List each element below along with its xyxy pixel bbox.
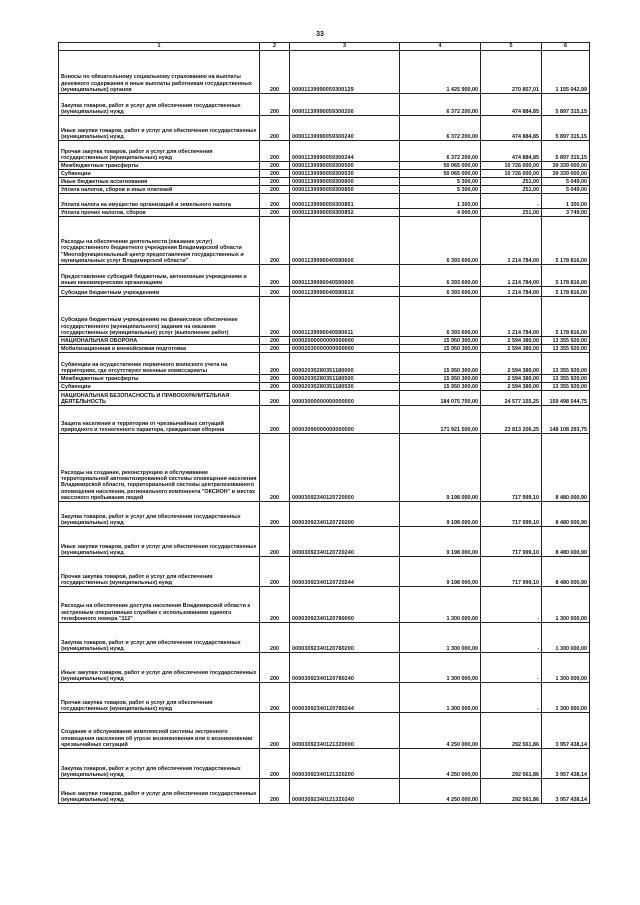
unexecuted-amount: 8 480 000,90 [542, 527, 590, 557]
row-description: Расходы на создание, реконструкцию и обслуживание территориальной автоматизированной системы оповещения населения Владимирской области, территориальной системы централизованного оповещения населения, регионального компонента "ОКСИОН" в местах массового пребывания людей [59, 434, 260, 502]
executed-amount: 2 594 380,00 [481, 353, 542, 375]
table-row [59, 434, 590, 502]
row-code: 200 [260, 94, 290, 116]
budget-classification-code: 00002030280351180500 [290, 375, 400, 383]
approved-amount: 9 198 000,00 [400, 557, 481, 587]
table-row [59, 383, 590, 391]
budget-classification-code: 00001139990059300850 [290, 186, 400, 194]
row-description: Взносы по обязательному социальному страхованию на выплаты денежного содержания и иные выплаты работникам государственных (муниципальных) органов [59, 51, 260, 94]
row-code: 200 [260, 653, 290, 683]
row-code: 200 [260, 170, 290, 178]
approved-amount: 1 425 900,00 [400, 51, 481, 94]
executed-amount: 270 857,01 [481, 51, 542, 94]
row-code: 200 [260, 51, 290, 94]
unexecuted-amount: 1 300 000,00 [542, 587, 590, 623]
approved-amount: 15 950 300,00 [400, 383, 481, 391]
row-description: Закупка товаров, работ и услуг для обеспечения государственных (муниципальных) нужд [59, 502, 260, 527]
approved-amount: 6 393 600,00 [400, 217, 481, 265]
row-description: Межбюджетные трансферты [59, 162, 260, 170]
executed-amount: 251,00 [481, 209, 542, 217]
approved-amount: 9 198 000,00 [400, 502, 481, 527]
row-code: 200 [260, 391, 290, 406]
executed-amount: 10 726 000,00 [481, 170, 542, 178]
budget-classification-code: 00003092340120720244 [290, 557, 400, 587]
executed-amount: 474 884,85 [481, 141, 542, 162]
unexecuted-amount: 5 897 315,15 [542, 94, 590, 116]
row-description: Уплата налога на имущество организаций и земельного налога [59, 194, 260, 209]
approved-amount: 6 372 200,00 [400, 141, 481, 162]
executed-amount: 23 813 206,25 [481, 406, 542, 434]
row-code: 200 [260, 713, 290, 749]
executed-amount: - [481, 194, 542, 209]
column-header: 1 [59, 43, 260, 51]
budget-classification-code: 00003092340120780200 [290, 623, 400, 653]
unexecuted-amount: 148 108 293,75 [542, 406, 590, 434]
approved-amount: 15 950 300,00 [400, 337, 481, 345]
row-description: Прочая закупка товаров, работ и услуг для обеспечения государственных (муниципальных) нужд [59, 141, 260, 162]
row-code: 200 [260, 587, 290, 623]
table-row [59, 749, 590, 779]
row-code: 200 [260, 178, 290, 186]
budget-classification-code: 00003092340120780244 [290, 683, 400, 713]
table-row [59, 345, 590, 353]
executed-amount: 251,00 [481, 178, 542, 186]
unexecuted-amount: 5 178 816,00 [542, 217, 590, 265]
row-code: 200 [260, 287, 290, 297]
approved-amount: 6 393 600,00 [400, 297, 481, 337]
budget-classification-code: 00001139990040590610 [290, 287, 400, 297]
executed-amount: 292 561,86 [481, 749, 542, 779]
table-row [59, 375, 590, 383]
row-description: Иные закупки товаров, работ и услуг для обеспечения государственных (муниципальных) нужд [59, 653, 260, 683]
approved-amount: 6 393 600,00 [400, 265, 481, 287]
executed-amount: 2 594 380,00 [481, 345, 542, 353]
row-description: Прочая закупка товаров, работ и услуг для обеспечения государственных (муниципальных) нужд [59, 557, 260, 587]
unexecuted-amount: 5 897 315,15 [542, 116, 590, 141]
unexecuted-amount: 13 355 920,00 [542, 345, 590, 353]
row-description: Иные закупки товаров, работ и услуг для обеспечения государственных (муниципальных) нужд [59, 116, 260, 141]
budget-execution-table [58, 42, 590, 804]
row-description: Уплата прочих налогов, сборов [59, 209, 260, 217]
executed-amount: 292 561,86 [481, 713, 542, 749]
table-row [59, 94, 590, 116]
unexecuted-amount: 13 355 920,00 [542, 383, 590, 391]
unexecuted-amount: 39 339 000,00 [542, 162, 590, 170]
unexecuted-amount: 5 049,00 [542, 186, 590, 194]
unexecuted-amount: 5 049,00 [542, 178, 590, 186]
approved-amount: 6 372 200,00 [400, 116, 481, 141]
table-row [59, 713, 590, 749]
unexecuted-amount: 3 957 438,14 [542, 749, 590, 779]
table-row [59, 209, 590, 217]
row-description: НАЦИОНАЛЬНАЯ БЕЗОПАСНОСТЬ И ПРАВООХРАНИТЕЛЬНАЯ ДЕЯТЕЛЬНОСТЬ [59, 391, 260, 406]
row-code: 200 [260, 502, 290, 527]
budget-classification-code: 00003092340120720200 [290, 502, 400, 527]
table-row [59, 186, 590, 194]
approved-amount: 6 393 600,00 [400, 287, 481, 297]
table-row [59, 527, 590, 557]
approved-amount: 6 372 200,00 [400, 94, 481, 116]
executed-amount: 2 594 380,00 [481, 383, 542, 391]
row-code: 200 [260, 683, 290, 713]
approved-amount: 15 950 300,00 [400, 375, 481, 383]
row-code: 200 [260, 116, 290, 141]
unexecuted-amount: 3 957 438,14 [542, 713, 590, 749]
budget-classification-code: 00003000000000000000 [290, 391, 400, 406]
approved-amount: 1 300 000,00 [400, 653, 481, 683]
approved-amount: 9 198 000,00 [400, 527, 481, 557]
approved-amount: 5 300,00 [400, 178, 481, 186]
executed-amount: - [481, 653, 542, 683]
table-row [59, 653, 590, 683]
approved-amount: 4 000,00 [400, 209, 481, 217]
row-code: 200 [260, 749, 290, 779]
approved-amount: 4 250 000,00 [400, 713, 481, 749]
table-row [59, 265, 590, 287]
unexecuted-amount: 13 355 920,00 [542, 337, 590, 345]
budget-classification-code: 00001139990040590611 [290, 297, 400, 337]
budget-classification-code: 00001139990059300129 [290, 51, 400, 94]
row-description: Иные бюджетные ассигнования [59, 178, 260, 186]
row-description: Расходы на обеспечение деятельности (оказание услуг) государственного бюджетного учреждения Владимирской области "Многофункциональный центр предоставления государственных и муниципальных услуг Владимирской области" [59, 217, 260, 265]
budget-classification-code: 00003092340121320200 [290, 749, 400, 779]
table-row [59, 623, 590, 653]
budget-classification-code: 00001139990059300200 [290, 94, 400, 116]
column-header: 5 [481, 43, 542, 51]
executed-amount: 1 214 784,00 [481, 287, 542, 297]
executed-amount: 474 884,85 [481, 116, 542, 141]
table-row [59, 217, 590, 265]
column-header: 2 [260, 43, 290, 51]
budget-classification-code: 00003092340121320240 [290, 779, 400, 804]
approved-amount: 1 300 000,00 [400, 587, 481, 623]
unexecuted-amount: 5 178 816,00 [542, 287, 590, 297]
row-code: 200 [260, 297, 290, 337]
budget-classification-code: 00003090000000000000 [290, 406, 400, 434]
row-description: Создание и обслуживание комплексной системы экстренного оповещения населения об угрозе возникновения или о возникновении чрезвычайных ситуаций [59, 713, 260, 749]
budget-classification-code: 00001139990059300244 [290, 141, 400, 162]
budget-classification-code: 00003092340120780000 [290, 587, 400, 623]
executed-amount: 292 561,86 [481, 779, 542, 804]
row-description: Межбюджетные трансферты [59, 375, 260, 383]
row-code: 200 [260, 217, 290, 265]
executed-amount: 717 999,10 [481, 557, 542, 587]
row-code: 200 [260, 557, 290, 587]
approved-amount: 4 250 000,00 [400, 749, 481, 779]
table-body [59, 51, 590, 804]
row-code: 200 [260, 383, 290, 391]
budget-classification-code: 00003092340120780240 [290, 653, 400, 683]
row-description: Иные закупки товаров, работ и услуг для обеспечения государственных (муниципальных) нужд [59, 527, 260, 557]
row-code: 200 [260, 194, 290, 209]
column-number-row [59, 43, 590, 51]
row-code: 200 [260, 375, 290, 383]
unexecuted-amount: 5 178 816,00 [542, 265, 590, 287]
executed-amount: 1 214 784,00 [481, 297, 542, 337]
unexecuted-amount: 39 339 000,00 [542, 170, 590, 178]
unexecuted-amount: 3 957 438,14 [542, 779, 590, 804]
executed-amount: 2 594 380,00 [481, 337, 542, 345]
budget-classification-code: 00001139990059300240 [290, 116, 400, 141]
table-row [59, 391, 590, 406]
table-row [59, 162, 590, 170]
unexecuted-amount: 8 480 000,90 [542, 557, 590, 587]
budget-classification-code: 00001139990059300530 [290, 170, 400, 178]
budget-classification-code: 00002030000000000000 [290, 345, 400, 353]
approved-amount: 50 065 000,00 [400, 170, 481, 178]
row-code: 200 [260, 186, 290, 194]
row-code: 200 [260, 337, 290, 345]
unexecuted-amount: 5 897 315,15 [542, 141, 590, 162]
row-code: 200 [260, 434, 290, 502]
unexecuted-amount: 5 178 816,00 [542, 297, 590, 337]
approved-amount: 171 921 500,00 [400, 406, 481, 434]
page-number: 33 [316, 31, 324, 38]
row-description: Субвенции [59, 170, 260, 178]
table-row [59, 353, 590, 375]
unexecuted-amount: 1 300 000,00 [542, 623, 590, 653]
row-description: Прочая закупка товаров, работ и услуг для обеспечения государственных (муниципальных) нужд [59, 683, 260, 713]
row-description: Субсидии бюджетным учреждениям [59, 287, 260, 297]
executed-amount: 717 999,10 [481, 502, 542, 527]
executed-amount: 2 594 380,00 [481, 375, 542, 383]
budget-classification-code: 00001139990040590600 [290, 217, 400, 265]
approved-amount: 1 300 000,00 [400, 683, 481, 713]
row-description: Закупка товаров, работ и услуг для обеспечения государственных (муниципальных) нужд [59, 623, 260, 653]
column-header: 6 [542, 43, 590, 51]
row-description: Защита населения и территории от чрезвычайных ситуаций природного и техногенного характера, гражданская оборона [59, 406, 260, 434]
row-description: Субвенции [59, 383, 260, 391]
table-row [59, 194, 590, 209]
approved-amount: 184 075 700,00 [400, 391, 481, 406]
budget-classification-code: 00002000000000000000 [290, 337, 400, 345]
executed-amount: - [481, 683, 542, 713]
row-description: Расходы на обеспечение доступа населения Владимирской области к экстренным оперативным службам с использованием единого телефонного номера "112" [59, 587, 260, 623]
unexecuted-amount: 3 749,00 [542, 209, 590, 217]
column-header: 3 [290, 43, 400, 51]
table-row [59, 51, 590, 94]
budget-classification-code: 00001139990059300800 [290, 178, 400, 186]
budget-classification-code: 00001139990059300851 [290, 194, 400, 209]
approved-amount: 5 300,00 [400, 186, 481, 194]
row-description: Закупка товаров, работ и услуг для обеспечения государственных (муниципальных) нужд [59, 749, 260, 779]
table-row [59, 587, 590, 623]
unexecuted-amount: 1 300 000,00 [542, 683, 590, 713]
unexecuted-amount: 13 355 920,00 [542, 353, 590, 375]
unexecuted-amount: 1 155 042,99 [542, 51, 590, 94]
row-code: 200 [260, 406, 290, 434]
table-row [59, 337, 590, 345]
table-row [59, 557, 590, 587]
table-row [59, 287, 590, 297]
row-code: 200 [260, 209, 290, 217]
row-code: 200 [260, 265, 290, 287]
column-header: 4 [400, 43, 481, 51]
executed-amount: 1 214 784,00 [481, 217, 542, 265]
approved-amount: 15 950 300,00 [400, 345, 481, 353]
row-code: 200 [260, 779, 290, 804]
executed-amount: 717 999,10 [481, 434, 542, 502]
approved-amount: 15 950 300,00 [400, 353, 481, 375]
executed-amount: 251,00 [481, 186, 542, 194]
row-code: 200 [260, 345, 290, 353]
executed-amount: - [481, 587, 542, 623]
table-row [59, 116, 590, 141]
row-description: Уплата налогов, сборов и иных платежей [59, 186, 260, 194]
table-row [59, 779, 590, 804]
row-code: 200 [260, 141, 290, 162]
unexecuted-amount: 159 498 544,75 [542, 391, 590, 406]
executed-amount: 24 577 155,25 [481, 391, 542, 406]
approved-amount: 50 065 000,00 [400, 162, 481, 170]
unexecuted-amount: 8 480 000,90 [542, 434, 590, 502]
budget-classification-code: 00001139990059300852 [290, 209, 400, 217]
row-description: Иные закупки товаров, работ и услуг для обеспечения государственных (муниципальных) нужд [59, 779, 260, 804]
row-description: Субвенции на осуществление первичного воинского учета на территориях, где отсутствуют военные комиссариаты [59, 353, 260, 375]
row-code: 200 [260, 353, 290, 375]
executed-amount: - [481, 623, 542, 653]
unexecuted-amount: 1 300,00 [542, 194, 590, 209]
executed-amount: 717 999,10 [481, 527, 542, 557]
row-description: НАЦИОНАЛЬНАЯ ОБОРОНА [59, 337, 260, 345]
table-row [59, 502, 590, 527]
table-row [59, 297, 590, 337]
table-row [59, 141, 590, 162]
row-description: Предоставление субсидий бюджетным, автономным учреждениям и иным некоммерческим организациям [59, 265, 260, 287]
budget-classification-code: 00002030280351180530 [290, 383, 400, 391]
unexecuted-amount: 8 480 000,90 [542, 502, 590, 527]
executed-amount: 10 726 000,00 [481, 162, 542, 170]
approved-amount: 1 300,00 [400, 194, 481, 209]
budget-classification-code: 00003092340120720240 [290, 527, 400, 557]
table-row [59, 170, 590, 178]
unexecuted-amount: 13 355 920,00 [542, 375, 590, 383]
row-code: 200 [260, 527, 290, 557]
row-description: Мобилизационная и вневойсковая подготовка [59, 345, 260, 353]
approved-amount: 1 300 000,00 [400, 623, 481, 653]
row-description: Субсидии бюджетным учреждениям на финансовое обеспечение государственного (муниципального) задания на оказание государственных (муниципальных) услуг (выполнение работ) [59, 297, 260, 337]
budget-classification-code: 00003092340120720000 [290, 434, 400, 502]
row-description: Закупка товаров, работ и услуг для обеспечения государственных (муниципальных) нужд [59, 94, 260, 116]
budget-classification-code: 00001139990059300500 [290, 162, 400, 170]
budget-classification-code: 00003092340121320000 [290, 713, 400, 749]
approved-amount: 4 250 000,00 [400, 779, 481, 804]
executed-amount: 474 884,85 [481, 94, 542, 116]
unexecuted-amount: 1 300 000,00 [542, 653, 590, 683]
approved-amount: 9 198 000,00 [400, 434, 481, 502]
row-code: 200 [260, 162, 290, 170]
budget-classification-code: 00001139990040590600 [290, 265, 400, 287]
table-row [59, 178, 590, 186]
budget-classification-code: 00002030280351180000 [290, 353, 400, 375]
row-code: 200 [260, 623, 290, 653]
table-row [59, 406, 590, 434]
executed-amount: 1 214 784,00 [481, 265, 542, 287]
table-row [59, 683, 590, 713]
